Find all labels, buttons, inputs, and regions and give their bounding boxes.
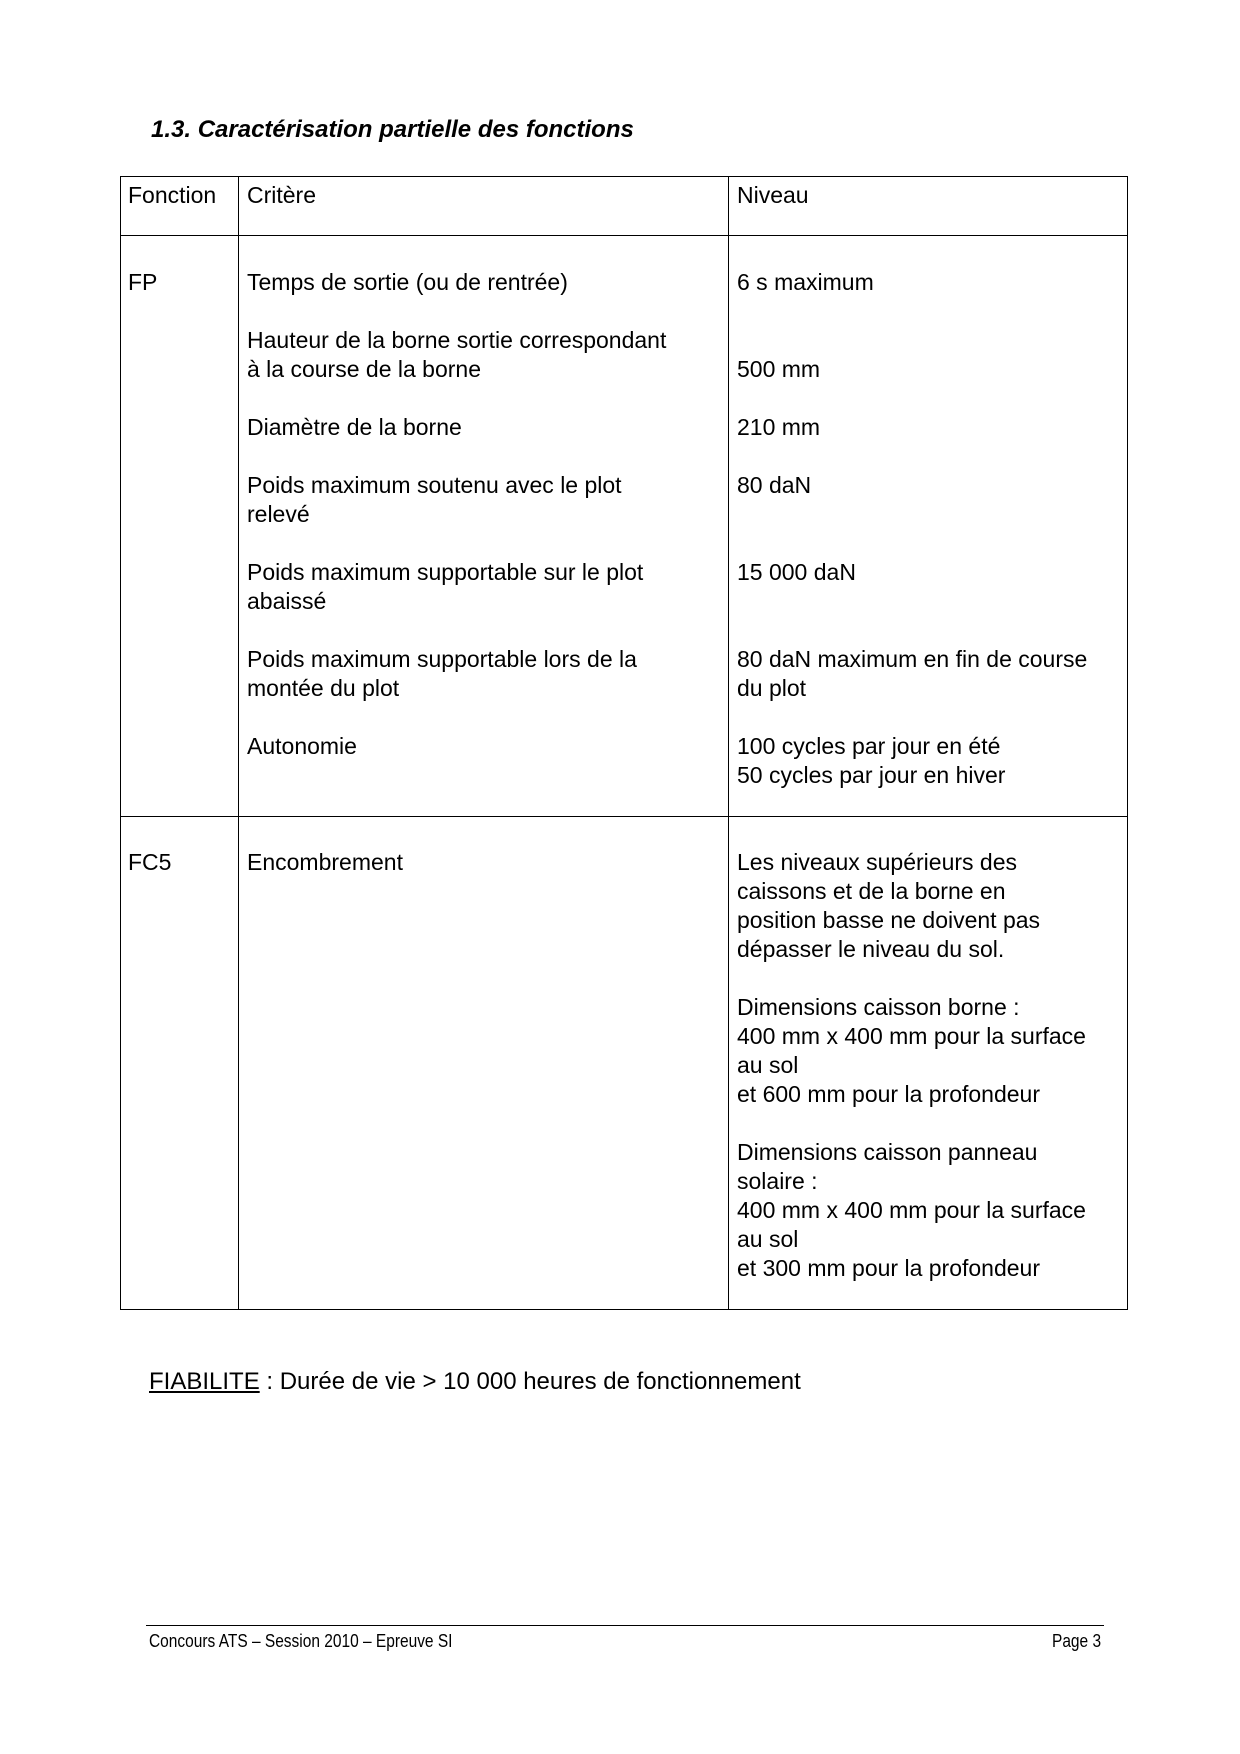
niveau-poids-montee-line-2: du plot xyxy=(737,675,807,701)
column-divider xyxy=(728,177,729,1309)
niveau-encombrement-line-9: Dimensions caisson panneau xyxy=(737,1139,1038,1165)
fonction-fc5: FC5 xyxy=(128,849,172,875)
niveau-poids-abaisse: 15 000 daN xyxy=(737,559,856,585)
niveau-encombrement-line-3: position basse ne doivent pas xyxy=(737,907,1041,933)
niveau-encombrement-line-12: au sol xyxy=(737,1226,799,1252)
critere-poids-releve-line-1: Poids maximum soutenu avec le plot xyxy=(247,472,622,498)
critere-poids-abaisse-line-2: abaissé xyxy=(247,588,327,614)
niveau-encombrement-line-11: 400 mm x 400 mm pour la surface xyxy=(737,1197,1086,1223)
footer-exam-label: Concours ATS – Session 2010 – Epreuve SI xyxy=(149,1631,453,1651)
row-divider xyxy=(121,816,1127,817)
niveau-encombrement-line-13: et 300 mm pour la profondeur xyxy=(737,1255,1041,1281)
niveau-autonomie-line-2: 50 cycles par jour en hiver xyxy=(737,762,1006,788)
critere-poids-montee-line-1: Poids maximum supportable lors de la xyxy=(247,646,637,672)
niveau-encombrement-line-7: au sol xyxy=(737,1052,799,1078)
section-title: 1.3. Caractérisation partielle des fonctions xyxy=(151,116,634,143)
reliability-text: : Durée de vie > 10 000 heures de fonctionnement xyxy=(259,1368,801,1395)
critere-poids-abaisse-line-1: Poids maximum supportable sur le plot xyxy=(247,559,644,585)
niveau-encombrement-line-6: 400 mm x 400 mm pour la surface xyxy=(737,1023,1086,1049)
critere-poids-releve-line-2: relevé xyxy=(247,501,310,527)
niveau-encombrement-line-2: caissons et de la borne en xyxy=(737,878,1006,904)
footer-divider xyxy=(146,1625,1104,1626)
niveau-encombrement-line-1: Les niveaux supérieurs des xyxy=(737,849,1017,875)
row-divider xyxy=(121,235,1127,236)
niveau-autonomie-line-1: 100 cycles par jour en été xyxy=(737,733,1001,759)
reliability-note xyxy=(149,1367,801,1397)
niveau-encombrement-line-4: dépasser le niveau du sol. xyxy=(737,936,1005,962)
critere-hauteur-line-2: à la course de la borne xyxy=(247,356,481,382)
header-niveau: Niveau xyxy=(737,182,809,208)
critere-diametre: Diamètre de la borne xyxy=(247,414,462,440)
critere-hauteur-line-1: Hauteur de la borne sortie correspondant xyxy=(247,327,667,353)
spec-table xyxy=(120,176,1128,1310)
reliability-label: FIABILITE xyxy=(149,1368,260,1395)
critere-encombrement: Encombrement xyxy=(247,849,403,875)
niveau-poids-releve: 80 daN xyxy=(737,472,812,498)
niveau-temps-sortie: 6 s maximum xyxy=(737,269,874,295)
critere-autonomie: Autonomie xyxy=(247,733,357,759)
fonction-fp: FP xyxy=(128,269,158,295)
footer-page-number: Page 3 xyxy=(1051,1631,1101,1651)
header-critere: Critère xyxy=(247,182,317,208)
header-fonction: Fonction xyxy=(128,182,217,208)
niveau-encombrement-line-10: solaire : xyxy=(737,1168,818,1194)
niveau-diametre: 210 mm xyxy=(737,414,821,440)
critere-poids-montee-line-2: montée du plot xyxy=(247,675,400,701)
niveau-poids-montee-line-1: 80 daN maximum en fin de course xyxy=(737,646,1088,672)
niveau-encombrement-line-5: Dimensions caisson borne : xyxy=(737,994,1020,1020)
niveau-hauteur: 500 mm xyxy=(737,356,821,382)
critere-temps-sortie: Temps de sortie (ou de rentrée) xyxy=(247,269,568,295)
column-divider xyxy=(238,177,239,1309)
niveau-encombrement-line-8: et 600 mm pour la profondeur xyxy=(737,1081,1041,1107)
